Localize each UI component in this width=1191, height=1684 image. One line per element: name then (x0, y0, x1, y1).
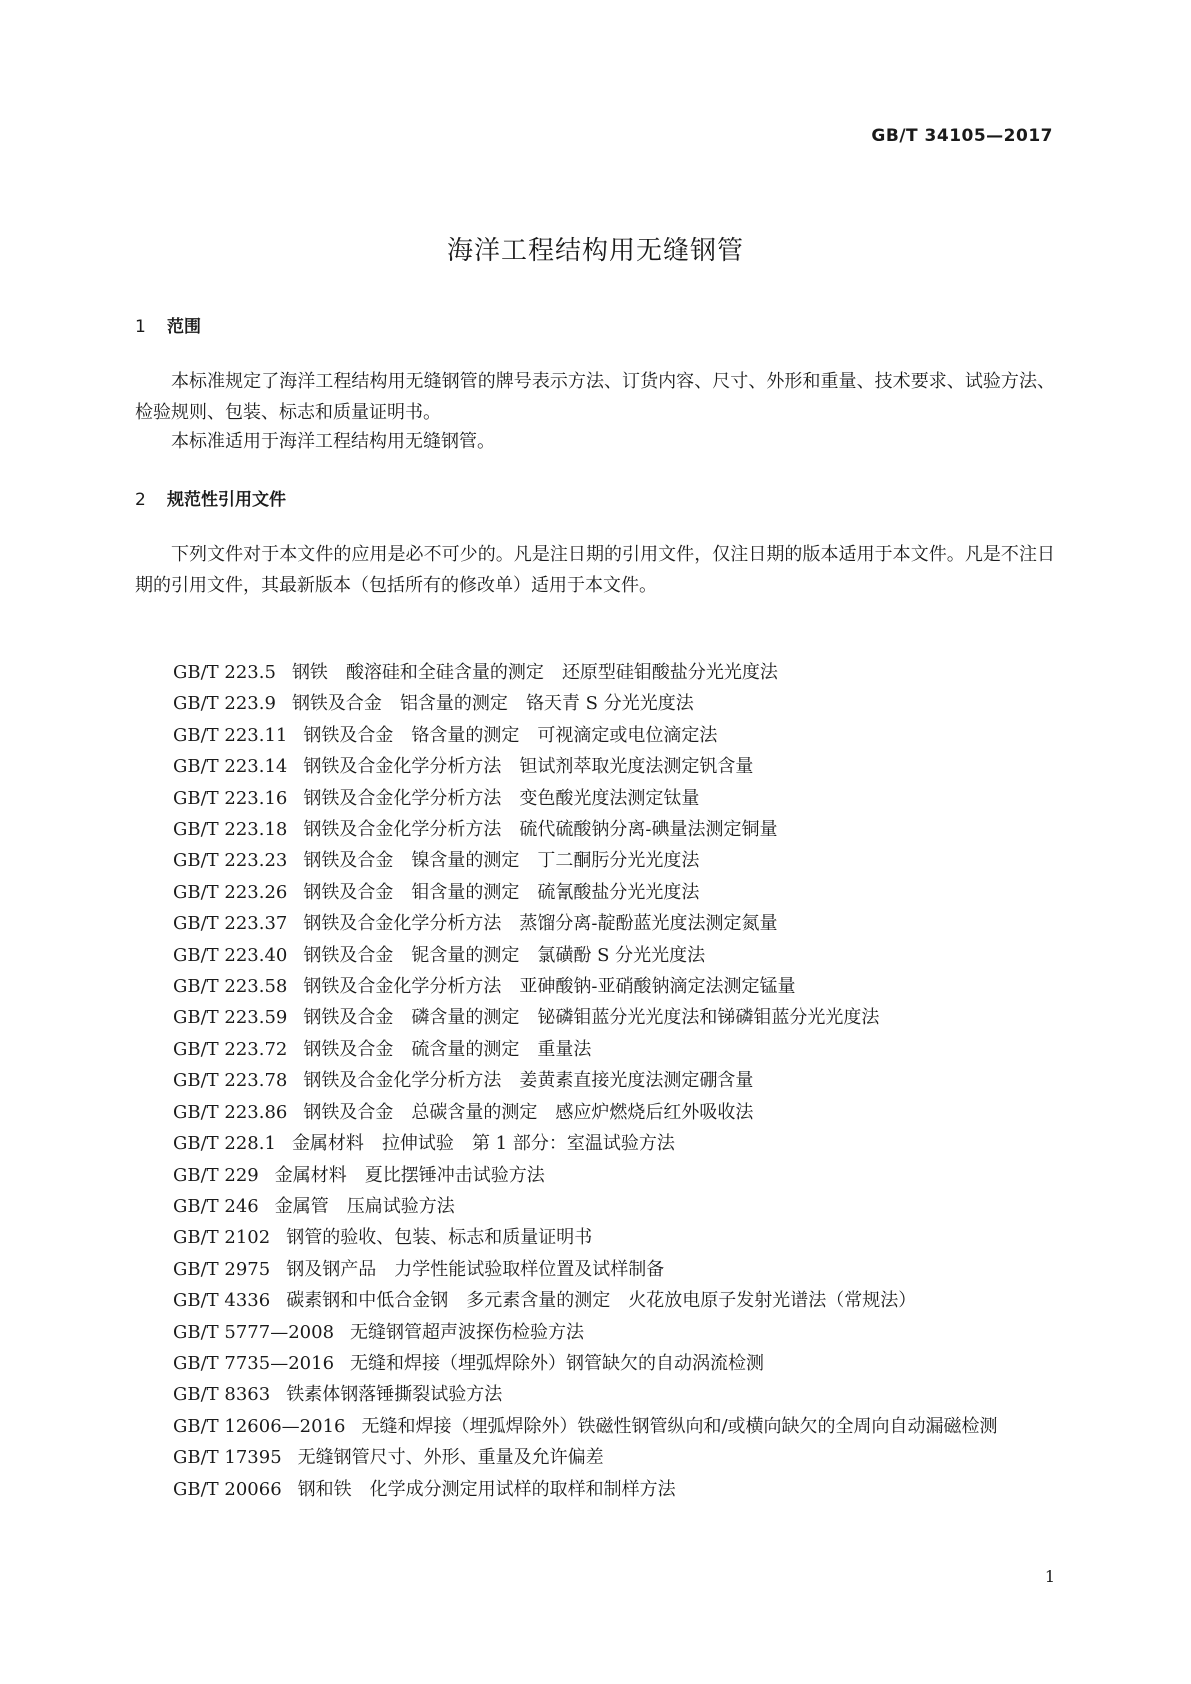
reference-title-part: 变色酸光度法测定钛量 (519, 787, 700, 809)
reference-code: GB/T 223.23 (173, 850, 288, 872)
reference-title-part: 力学性能试验取样位置及试样制备 (394, 1258, 665, 1280)
paragraph: 本标准适用于海洋工程结构用无缝钢管。 (171, 431, 495, 452)
reference-code: GB/T 5777—2008 (173, 1321, 335, 1343)
reference-code: GB/T 20066 (173, 1478, 282, 1500)
reference-item (135, 1474, 1055, 1505)
reference-code: GB/T 223.18 (173, 819, 288, 841)
reference-title-part: 金属材料 (274, 1164, 347, 1186)
reference-title-part: 还原型硅钼酸盐分光光度法 (561, 662, 778, 683)
reference-title-part: 多元素含量的测定 (466, 1290, 611, 1312)
reference-item (135, 1222, 1055, 1253)
reference-code: GB/T 223.37 (173, 913, 288, 935)
reference-item (135, 720, 1055, 751)
reference-item (135, 1348, 1055, 1379)
reference-item (135, 1317, 1055, 1348)
reference-title-part: 压扁试验方法 (346, 1195, 455, 1217)
section-1-heading (135, 312, 201, 337)
reference-code: GB/T 7735—2016 (173, 1352, 335, 1374)
reference-item (135, 1065, 1055, 1096)
reference-title-part: 无缝钢管超声波探伤检验方法 (350, 1321, 585, 1343)
paragraph: 本标准规定了海洋工程结构用无缝钢管的牌号表示方法、订货内容、尺寸、外形和重量、技术要求、试验方法、检验规则、包装、标志和质量证明书。 (135, 371, 1055, 423)
reference-code: GB/T 246 (173, 1195, 259, 1217)
reference-title-part: 拉伸试验 (381, 1133, 454, 1155)
reference-item (135, 1191, 1055, 1222)
section-number: 2 (135, 490, 146, 510)
reference-title-part: 碳素钢和中低合金钢 (286, 1290, 449, 1312)
reference-code: GB/T 228.1 (173, 1133, 276, 1155)
reference-item (135, 1285, 1055, 1316)
reference-title-part: 酸溶硅和全硅含量的测定 (345, 662, 544, 683)
reference-item (135, 845, 1055, 876)
reference-title-part: 钢铁 (291, 662, 328, 683)
reference-item (135, 1379, 1055, 1410)
reference-title-part: 钢管的验收、包装、标志和质量证明书 (286, 1227, 593, 1249)
reference-title-part: 感应炉燃烧后红外吸收法 (555, 1101, 754, 1123)
reference-title-part: 钢铁及合金 (303, 850, 394, 872)
reference-title-part: 金属材料 (291, 1133, 364, 1155)
reference-title-part: 蒸馏分离-靛酚蓝光度法测定氮量 (519, 913, 778, 935)
reference-code: GB/T 223.9 (173, 693, 276, 715)
reference-code: GB/T 223.26 (173, 881, 288, 903)
reference-item (135, 1034, 1055, 1065)
reference-title-part: 钢铁及合金 (291, 693, 382, 715)
reference-item (135, 688, 1055, 719)
reference-title-part: 钢铁及合金 (303, 944, 394, 966)
reference-title-part: 钢铁及合金 (303, 1007, 394, 1029)
section-2-heading (135, 485, 286, 510)
reference-title-part: 铋磷钼蓝分光光度法和锑磷钼蓝分光光度法 (537, 1007, 880, 1029)
reference-item (135, 940, 1055, 971)
reference-title-part: 钢铁及合金化学分析方法 (303, 819, 502, 841)
reference-title-part: 丁二酮肟分光光度法 (537, 850, 700, 872)
reference-code: GB/T 223.86 (173, 1101, 288, 1123)
reference-code: GB/T 4336 (173, 1290, 271, 1312)
reference-item (135, 1254, 1055, 1285)
reference-code: GB/T 17395 (173, 1447, 282, 1469)
reference-title-part: 火花放电原子发射光谱法（常规法） (628, 1290, 917, 1312)
reference-code: GB/T 223.78 (173, 1070, 288, 1092)
reference-list (135, 657, 1055, 1505)
section-number: 1 (135, 317, 146, 337)
reference-title-part: 钢铁及合金化学分析方法 (303, 913, 502, 935)
reference-item (135, 657, 1055, 688)
reference-title-part: 钢及钢产品 (286, 1258, 377, 1280)
reference-item (135, 877, 1055, 908)
reference-title-part: 钢铁及合金化学分析方法 (303, 976, 502, 998)
reference-title-part: 铬含量的测定 (411, 724, 520, 746)
reference-code: GB/T 12606—2016 (173, 1415, 346, 1437)
reference-title-part: 铝含量的测定 (399, 693, 508, 715)
reference-code: GB/T 223.40 (173, 944, 288, 966)
reference-title-part: 重量法 (537, 1038, 592, 1060)
reference-title-part: 第 1 部分：室温试验方法 (471, 1133, 675, 1155)
reference-title-part: 化学成分测定用试样的取样和制样方法 (369, 1478, 676, 1500)
reference-item (135, 783, 1055, 814)
reference-title-part: 镍含量的测定 (411, 850, 520, 872)
reference-code: GB/T 8363 (173, 1384, 271, 1406)
reference-title-part: 姜黄素直接光度法测定硼含量 (519, 1070, 754, 1092)
reference-item (135, 751, 1055, 782)
reference-code: GB/T 223.5 (173, 662, 276, 683)
reference-item (135, 1411, 1055, 1442)
reference-item (135, 971, 1055, 1002)
reference-title-part: 钢铁及合金 (303, 1101, 394, 1123)
reference-code: GB/T 2102 (173, 1227, 271, 1249)
reference-title-part: 铬天青 S 分光光度法 (525, 693, 694, 715)
paragraph: 下列文件对于本文件的应用是必不可少的。凡是注日期的引用文件，仅注日期的版本适用于本文件。凡是不注日期的引用文件，其最新版本（包括所有的修改单）适用于本文件。 (135, 544, 1055, 596)
reference-code: GB/T 223.59 (173, 1007, 288, 1029)
reference-title-part: 氯磺酚 S 分光光度法 (537, 944, 706, 966)
reference-item (135, 908, 1055, 939)
reference-title-part: 钢铁及合金化学分析方法 (303, 787, 502, 809)
reference-code: GB/T 2975 (173, 1258, 271, 1280)
reference-title-part: 钢铁及合金 (303, 724, 394, 746)
reference-title-part: 铌含量的测定 (411, 944, 520, 966)
reference-code: GB/T 229 (173, 1164, 259, 1186)
reference-title-part: 亚砷酸钠-亚硝酸钠滴定法测定锰量 (519, 976, 796, 998)
reference-title-part: 夏比摆锤冲击试验方法 (364, 1164, 545, 1186)
reference-item (135, 1128, 1055, 1159)
reference-title-part: 硫含量的测定 (411, 1038, 520, 1060)
reference-title-part: 硫氰酸盐分光光度法 (537, 881, 700, 903)
reference-title-part: 无缝和焊接（埋弧焊除外）铁磁性钢管纵向和/或横向缺欠的全周向自动漏磁检测 (361, 1415, 998, 1437)
reference-title-part: 金属管 (274, 1195, 329, 1217)
reference-item (135, 814, 1055, 845)
reference-title-part: 钢铁及合金 (303, 881, 394, 903)
reference-title-part: 磷含量的测定 (411, 1007, 520, 1029)
reference-item (135, 1160, 1055, 1191)
reference-title-part: 钢和铁 (297, 1478, 352, 1500)
section-title: 规范性引用文件 (167, 490, 286, 510)
reference-title-part: 钼含量的测定 (411, 881, 520, 903)
reference-title-part: 总碳含量的测定 (411, 1101, 538, 1123)
reference-title-part: 无缝和焊接（埋弧焊除外）钢管缺欠的自动涡流检测 (350, 1352, 765, 1374)
reference-title-part: 无缝钢管尺寸、外形、重量及允许偏差 (297, 1447, 604, 1469)
reference-item (135, 1097, 1055, 1128)
document-title: 海洋工程结构用无缝钢管 (446, 236, 744, 266)
reference-title-part: 钢铁及合金化学分析方法 (303, 756, 502, 778)
reference-item (135, 1442, 1055, 1473)
reference-title-part: 钢铁及合金 (303, 1038, 394, 1060)
reference-title-part: 铁素体钢落锤撕裂试验方法 (286, 1384, 503, 1406)
reference-title-part: 钽试剂萃取光度法测定钒含量 (519, 756, 754, 778)
reference-code: GB/T 223.14 (173, 756, 288, 778)
page-number: 1 (1044, 1567, 1055, 1586)
reference-title-part: 硫代硫酸钠分离-碘量法测定铜量 (519, 819, 778, 841)
section-title: 范围 (167, 317, 201, 337)
reference-code: GB/T 223.72 (173, 1038, 288, 1060)
reference-code: GB/T 223.16 (173, 787, 288, 809)
reference-title-part: 可视滴定或电位滴定法 (537, 724, 718, 746)
standard-number: GB/T 34105—2017 (871, 126, 1053, 146)
reference-code: GB/T 223.58 (173, 976, 288, 998)
reference-title-part: 钢铁及合金化学分析方法 (303, 1070, 502, 1092)
reference-item (135, 1002, 1055, 1033)
reference-code: GB/T 223.11 (173, 724, 288, 746)
